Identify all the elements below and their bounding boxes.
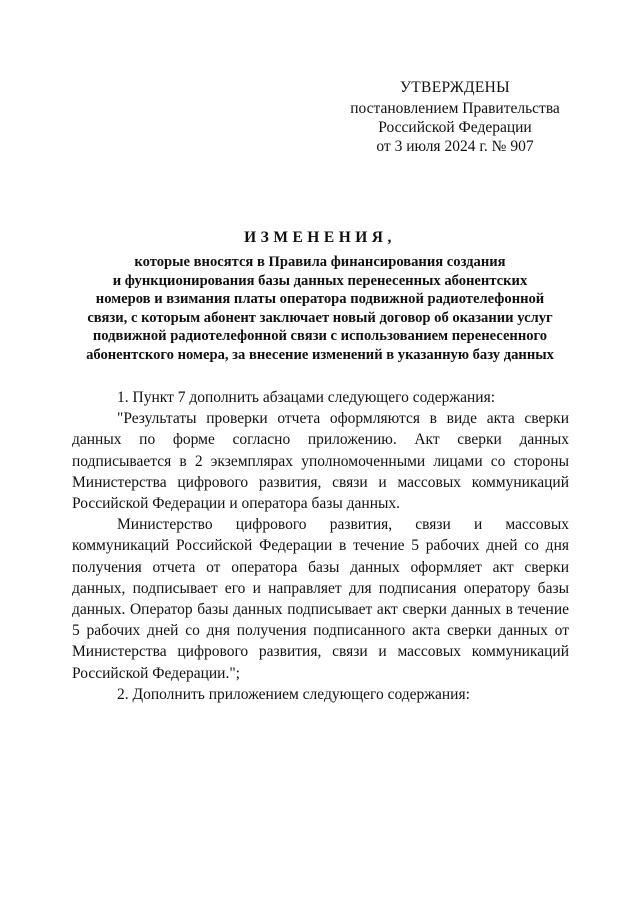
- approval-line: постановлением Правительства: [350, 100, 560, 117]
- subtitle-line: которые вносятся в Правила финансирования создания: [134, 254, 506, 270]
- document-title: ИЗМЕНЕНИЯ,: [244, 229, 396, 246]
- approval-stamp: [340, 78, 570, 156]
- subtitle-line: и функционирования базы данных перенесенных абонентских: [112, 272, 528, 289]
- body-paragraph: 1. Пункт 7 дополнить абзацами следующего содержания:: [117, 389, 496, 406]
- body-paragraph: 2. Дополнить приложением следующего содержания:: [117, 685, 470, 703]
- document-body: [72, 387, 569, 705]
- approval-line: Российской Федерации: [378, 119, 532, 136]
- subtitle-line: подвижной радиотелефонной связи с использованием перенесенного: [92, 328, 548, 345]
- approval-heading: УТВЕРЖДЕНЫ: [400, 79, 510, 96]
- body-paragraph: "Результаты проверки отчета оформляются в виде акта сверки данных по форме согласно приложению. Акт сверки данных подписывается в 2 экземплярах уполномоченными лицами со стороны Министерства цифрового развития, связи и массовых коммуникаций Российской Федерации и оператора базы данных.: [72, 410, 569, 513]
- subtitle-line: связи, с которым абонент заключает новый договор об оказании услуг: [87, 309, 553, 326]
- subtitle-line: номеров и взимания платы оператора подвижной радиотелефонной: [95, 291, 545, 308]
- subtitle-line: абонентского номера, за внесение изменений в указанную базу данных: [86, 346, 554, 363]
- title-block: [70, 228, 570, 365]
- approval-line: от 3 июля 2024 г. № 907: [376, 138, 534, 155]
- document-subtitle: [70, 253, 570, 365]
- body-paragraph: Министерство цифрового развития, связи и массовых коммуникаций Российской Федерации в течение 5 рабочих дней со дня получения отчета от оператора базы данных оформляет акт сверки данных, подписывает его и направляет для подписания оператору базы данных. Оператор базы данных подписывает акт сверки данных в течение 5 рабочих дней со дня получения подписанного акта сверки данных от Министерства цифрового развития, связи и массовых коммуникаций Российской Федерации.";: [72, 516, 569, 682]
